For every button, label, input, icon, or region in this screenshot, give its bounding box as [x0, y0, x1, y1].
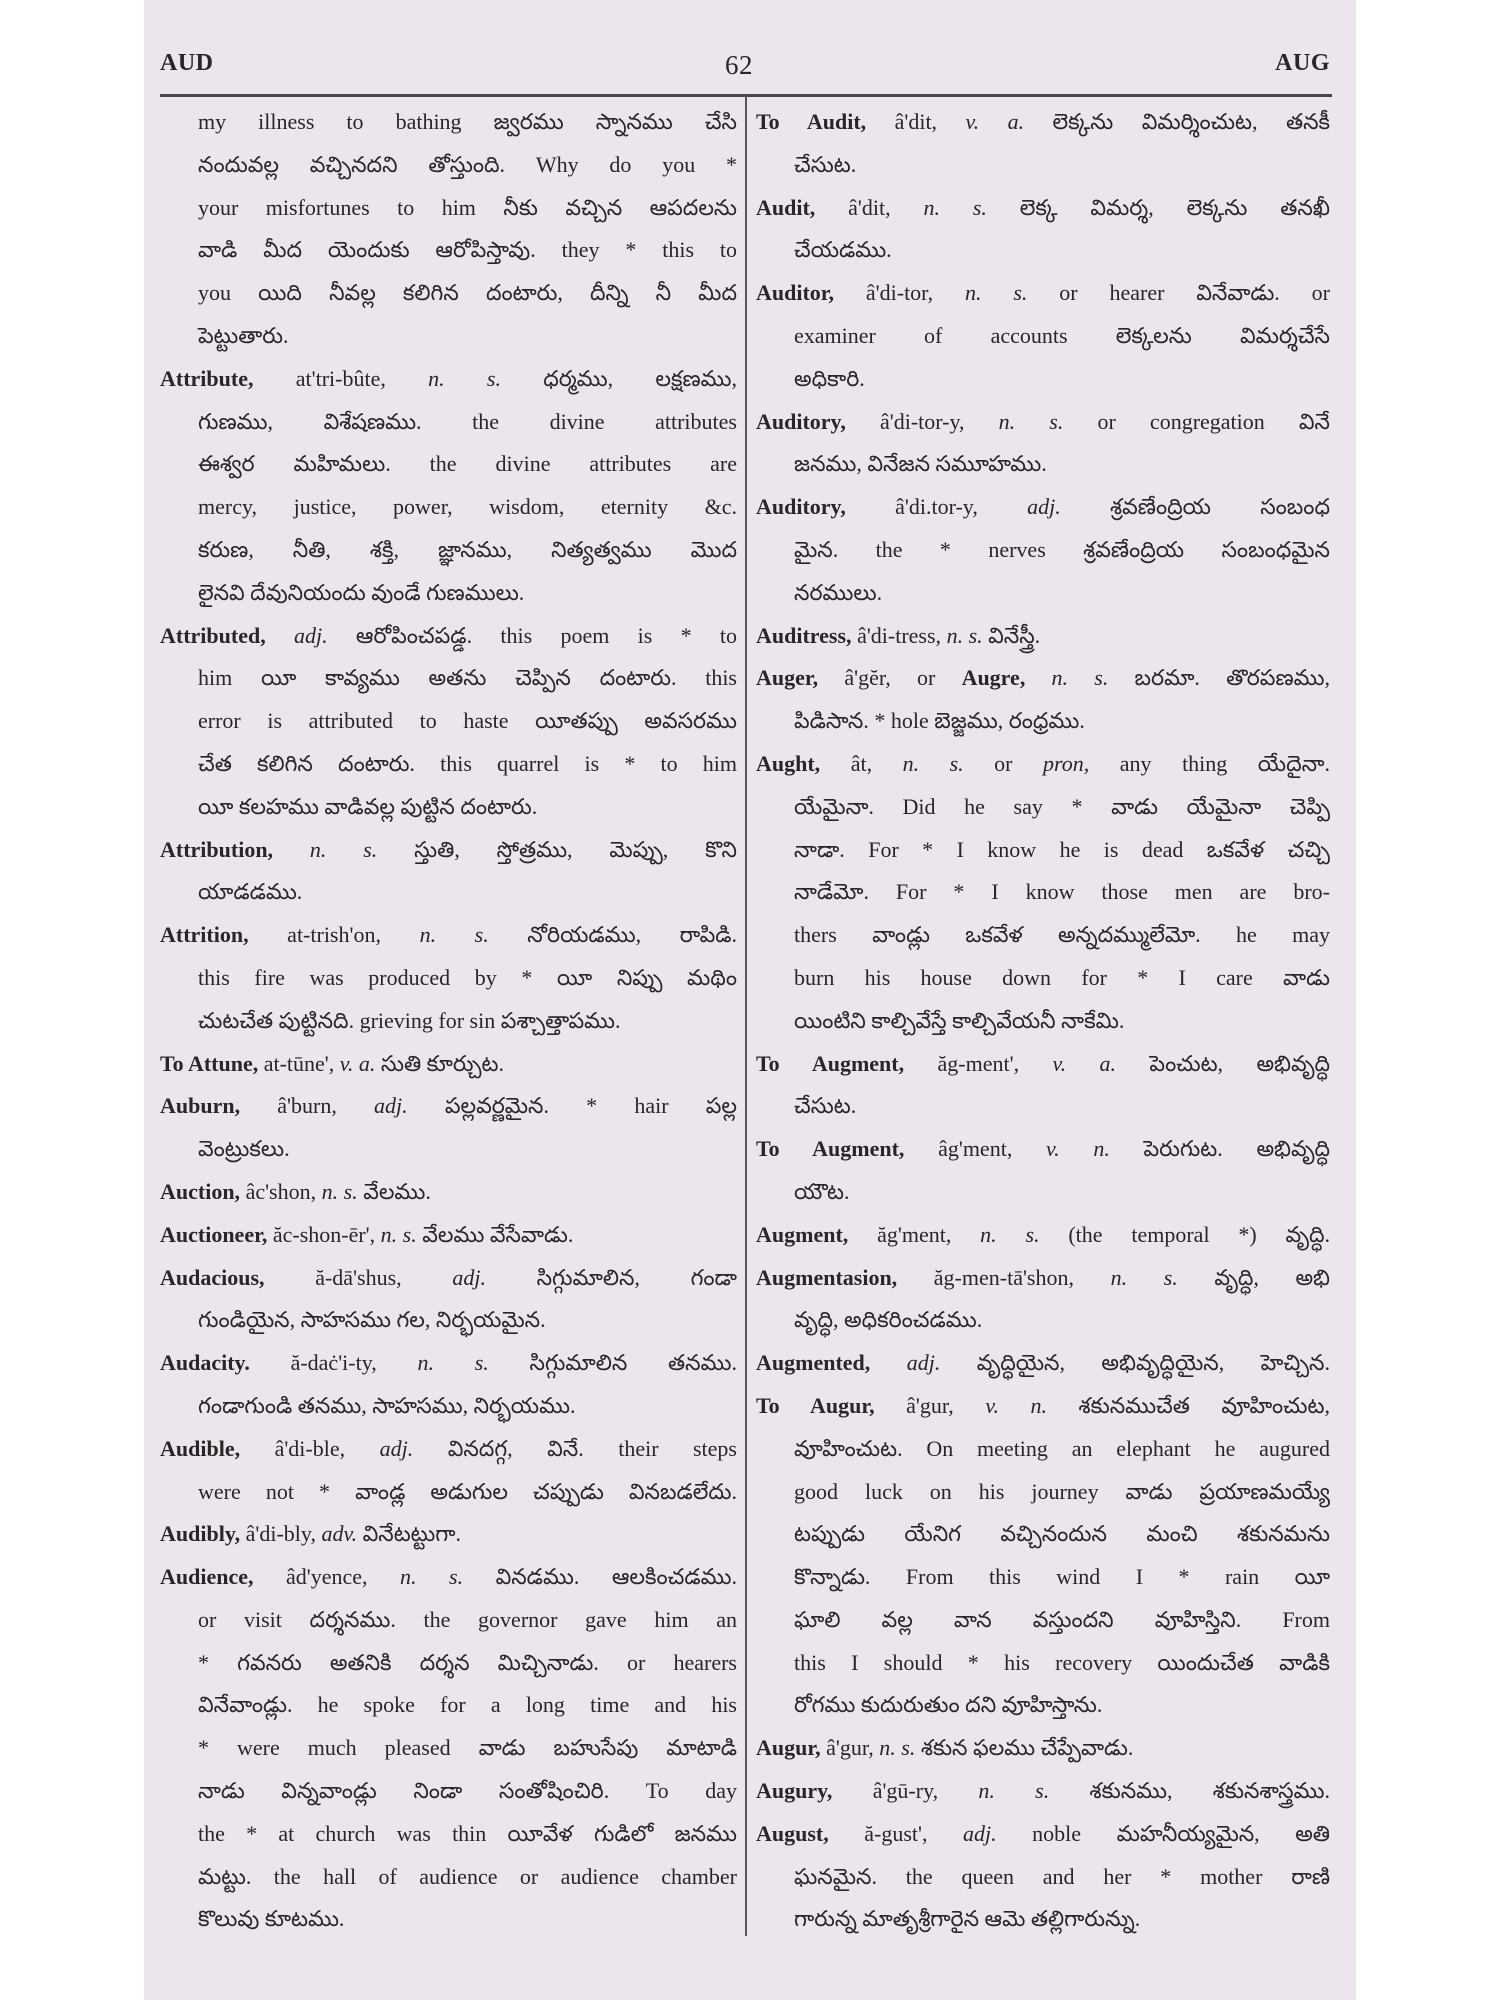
- entry-continuation-line: [756, 1513, 1330, 1556]
- definition-text: నాడు విన్నవాండ్లు నిండా సంతోషించిరి. To day: [198, 1778, 737, 1804]
- definition-text: చేయడము.: [794, 237, 892, 263]
- definition-text: ât,: [820, 750, 903, 776]
- headword: Augre,: [961, 665, 1026, 691]
- headword: Attributed,: [160, 622, 266, 648]
- definition-text: నరములు.: [794, 579, 883, 605]
- definition-text: ఆరోపించపడ్డ. this poem is * to: [327, 622, 737, 648]
- headword: Augmented,: [756, 1350, 871, 1376]
- entry-continuation-line: [160, 572, 737, 615]
- definition-text: (the temporal *) వృద్ధి.: [1039, 1221, 1330, 1247]
- entry-line: [160, 1428, 737, 1471]
- entry-continuation-line: [160, 1128, 737, 1171]
- definition-text: any thing యేదైనా.: [1089, 750, 1330, 776]
- entry-continuation-line: [756, 1556, 1330, 1599]
- right-column: [756, 101, 1330, 1941]
- part-of-speech: v. a.: [965, 109, 1025, 134]
- entry-continuation-line: [160, 315, 737, 358]
- entry-continuation-line: [160, 1642, 737, 1685]
- part-of-speech: n. s.: [998, 408, 1064, 434]
- definition-text: ఈశ్వర మహిమలు. the divine attributes are: [198, 451, 737, 477]
- headword: Auction,: [160, 1178, 241, 1204]
- definition-text: â'di-tor-y,: [845, 408, 999, 434]
- part-of-speech: n. s.: [1025, 665, 1109, 691]
- definition-text: వెంట్రుకలు.: [198, 1136, 290, 1162]
- definition-text: లెక్కను విమర్శించుట, తనకీ: [1024, 109, 1330, 134]
- entry-continuation-line: [756, 786, 1330, 829]
- definition-text: కొన్నాడు. From this wind I * rain యీ: [794, 1564, 1330, 1590]
- part-of-speech: adj.: [870, 1350, 941, 1376]
- definition-text: or hearer వినేవాడు. or: [1027, 280, 1330, 306]
- definition-text: my illness to bathing జ్వరము స్నానము చేసి: [198, 109, 737, 134]
- entry-continuation-line: [160, 1856, 737, 1899]
- definition-text: ă-daċ'i-ty,: [249, 1350, 418, 1376]
- headword: Auditory,: [756, 494, 846, 520]
- definition-text: మట్టు. the hall of audience or audience chamber: [198, 1863, 737, 1889]
- entry-continuation-line: [756, 871, 1330, 914]
- definition-text: ă-dā'shus,: [264, 1264, 453, 1290]
- definition-text: â'di-bly,: [240, 1521, 322, 1547]
- entry-continuation-line: [160, 401, 737, 444]
- part-of-speech: adv.: [321, 1521, 358, 1547]
- definition-text: చేత కలిగిన దంటారు. this quarrel is * to him: [198, 750, 737, 776]
- headword: Auger,: [756, 665, 819, 691]
- entry-continuation-line: [756, 315, 1330, 358]
- part-of-speech: n. s.: [923, 194, 987, 220]
- entry-continuation-line: [756, 1642, 1330, 1685]
- entry-continuation-line: [160, 1299, 737, 1342]
- definition-text: నాడా. For * I know he is dead ఒకవేళ చచ్చి: [794, 836, 1330, 862]
- part-of-speech: n. s.: [321, 1178, 358, 1204]
- definition-text: నందువల్ల వచ్చినదని తోస్తుంది. Why do you *: [198, 151, 737, 177]
- definition-text: ఘాలి వల్ల వాన వస్తుందని వూహిస్తిని. From: [794, 1606, 1330, 1632]
- entry-line: [756, 1214, 1330, 1257]
- part-of-speech: n. s.: [902, 750, 964, 776]
- definition-text: చేసుట.: [794, 1093, 857, 1119]
- entry-line: [756, 272, 1330, 315]
- part-of-speech: n. s.: [428, 365, 501, 391]
- headword: Augment,: [756, 1221, 849, 1247]
- headword: Audibly,: [160, 1521, 241, 1547]
- entry-continuation-line: [756, 572, 1330, 615]
- definition-text: నాడేమో. For * I know those men are bro-: [794, 879, 1330, 905]
- entry-line: [160, 1085, 737, 1128]
- entry-line: [160, 829, 737, 872]
- definition-text: â'gur,: [820, 1735, 880, 1761]
- entry-continuation-line: [160, 229, 737, 272]
- definition-text: â'di-tor,: [834, 280, 965, 306]
- headword: Attribution,: [160, 836, 274, 862]
- part-of-speech: adj.: [963, 1820, 997, 1846]
- left-column: [160, 101, 737, 1941]
- entry-line: [160, 615, 737, 658]
- entry-continuation-line: [160, 486, 737, 529]
- headword: Auditress,: [756, 622, 852, 648]
- part-of-speech: v. n.: [985, 1392, 1047, 1418]
- entry-line: [756, 615, 1330, 658]
- entry-continuation-line: [756, 957, 1330, 1000]
- entry-continuation-line: [160, 187, 737, 230]
- definition-text: â'gĕr, or: [818, 665, 962, 691]
- definition-text: శకున ఫలము చేప్పేవాడు.: [915, 1735, 1134, 1761]
- definition-text: â'di-ble,: [240, 1435, 380, 1461]
- definition-text: âg'ment,: [904, 1136, 1047, 1162]
- entry-line: [756, 1813, 1330, 1856]
- entry-continuation-line: [160, 657, 737, 700]
- entry-continuation-line: [160, 272, 737, 315]
- definition-text: వృద్ధియైన, అభివృద్ధియైన, హెచ్చిన.: [940, 1350, 1330, 1376]
- definition-text: ధర్మము, లక్షణము,: [500, 365, 737, 391]
- headword: Attrition,: [160, 922, 249, 948]
- entry-line: [160, 1214, 737, 1257]
- definition-text: your misfortunes to him నీకు వచ్చిన ఆపదలను: [198, 194, 737, 220]
- headword: Auctioneer,: [160, 1221, 268, 1247]
- definition-text: thers వాండ్లు ఒకవేళ అన్నదమ్ములేమో. he may: [794, 922, 1330, 948]
- headword: To Augment,: [756, 1050, 905, 1076]
- entry-continuation-line: [160, 1471, 737, 1514]
- definition-text: â'gū-ry,: [832, 1778, 979, 1804]
- definition-text: వేలము.: [357, 1178, 431, 1204]
- part-of-speech: v. a.: [339, 1050, 376, 1076]
- entry-continuation-line: [160, 743, 737, 786]
- definition-text: లెక్క విమర్శ, లెక్కను తనఖీ: [986, 194, 1330, 220]
- headword: To Audit,: [756, 109, 867, 134]
- entry-line: [756, 401, 1330, 444]
- entry-line: [756, 486, 1330, 529]
- definition-text: error is attributed to haste యీతప్పు అవసరము: [198, 708, 737, 734]
- definition-text: noble మహనీయ్యమైన, అతి: [996, 1820, 1330, 1846]
- definition-text: or congregation వినే: [1063, 408, 1330, 434]
- definition-text: పిడిసాన. * hole బెజ్జము, రంధ్రము.: [794, 708, 1085, 734]
- definition-text: యీ కలహము వాడివల్ల పుట్టిన దంటారు.: [198, 793, 538, 819]
- definition-text: మైన. the * nerves శ్రవణేంద్రియ సంబంధమైన: [794, 536, 1330, 562]
- definition-text: టప్పుడు యేనిగ వచ్చినందున మంచి శకునమను: [794, 1521, 1330, 1547]
- definition-text: సిగ్గుమాలిన తనము.: [488, 1350, 737, 1376]
- definition-text: వినదగ్గ, వినే. their steps: [413, 1435, 737, 1461]
- entry-continuation-line: [756, 1000, 1330, 1043]
- entry-continuation-line: [160, 529, 737, 572]
- definition-text: జనము, వినేజన సమూహము.: [794, 451, 1047, 477]
- definition-text: చేసుట.: [794, 151, 857, 177]
- definition-text: గారున్న మాతృశ్రీగారైన ఆమె తల్లిగారున్ను.: [794, 1906, 1141, 1932]
- definition-text: వృద్ధి, అభి: [1177, 1264, 1330, 1290]
- definition-text: గుణము, విశేషణము. the divine attributes: [198, 408, 737, 434]
- definition-text: the * at church was thin యీవేళ గుడిలో జనము: [198, 1820, 737, 1846]
- part-of-speech: pron,: [1043, 750, 1090, 776]
- entry-continuation-line: [756, 529, 1330, 572]
- definition-text: this fire was produced by * యీ నిప్పు మథిం: [198, 964, 737, 990]
- part-of-speech: n. s.: [879, 1735, 916, 1761]
- entry-line: [756, 743, 1330, 786]
- definition-text: â'di.tor-y,: [845, 494, 1028, 520]
- running-head-left: AUD: [160, 50, 214, 76]
- entry-line: [160, 1257, 737, 1300]
- definition-text: పెరుగుట. అభివృద్ధి: [1109, 1136, 1330, 1162]
- entry-continuation-line: [756, 1856, 1330, 1899]
- entry-continuation-line: [756, 829, 1330, 872]
- definition-text: బరమా. తొరపణము,: [1108, 665, 1330, 691]
- entry-continuation-line: [756, 1471, 1330, 1514]
- definition-text: పల్లవర్ణమైన. * hair పల్ల: [407, 1093, 737, 1119]
- part-of-speech: n. s.: [273, 836, 378, 862]
- definition-text: పెట్టుతారు.: [198, 322, 289, 348]
- definition-text: శకునముచేత వూహించుట,: [1047, 1392, 1330, 1418]
- definition-text: శ్రవణేంద్రియ సంబంధ: [1060, 494, 1330, 520]
- part-of-speech: n. s.: [946, 622, 983, 648]
- headword: Audit,: [756, 194, 816, 220]
- entry-line: [756, 187, 1330, 230]
- entry-line: [160, 1043, 737, 1086]
- definition-text: వినేవాండ్లు. he spoke for a long time and his: [198, 1692, 737, 1718]
- definition-text: యౌట.: [794, 1178, 850, 1204]
- definition-text: ăg'ment,: [848, 1221, 981, 1247]
- part-of-speech: v. a.: [1052, 1050, 1117, 1076]
- definition-text: శకునము, శకునశాస్త్రము.: [1049, 1778, 1330, 1804]
- entry-continuation-line: [756, 1684, 1330, 1727]
- entry-continuation-line: [160, 957, 737, 1000]
- entry-continuation-line: [756, 443, 1330, 486]
- entry-continuation-line: [160, 1599, 737, 1642]
- headword: Audacious,: [160, 1264, 265, 1290]
- headword: To Attune,: [160, 1050, 259, 1076]
- entry-continuation-line: [756, 1299, 1330, 1342]
- part-of-speech: v. n.: [1046, 1136, 1110, 1162]
- entry-continuation-line: [160, 1770, 737, 1813]
- entry-continuation-line: [160, 443, 737, 486]
- entry-line: [756, 1257, 1330, 1300]
- column-divider: [745, 96, 747, 1936]
- entry-continuation-line: [160, 1000, 737, 1043]
- headword: Auditory,: [756, 408, 846, 434]
- definition-text: ăg-men-tā'shon,: [897, 1264, 1111, 1290]
- definition-text: this I should * his recovery యిందుచేత వాడికి: [794, 1649, 1330, 1675]
- entry-continuation-line: [756, 144, 1330, 187]
- definition-text: ă-gust',: [828, 1820, 964, 1846]
- part-of-speech: adj.: [265, 622, 328, 648]
- entry-continuation-line: [756, 1085, 1330, 1128]
- definition-text: నోరియడము, రాపిడి.: [488, 922, 737, 948]
- headword: Augur,: [756, 1735, 821, 1761]
- entry-continuation-line: [756, 358, 1330, 401]
- definition-text: âc'shon,: [240, 1178, 322, 1204]
- running-head-right: AUG: [1275, 50, 1330, 76]
- part-of-speech: n. s.: [380, 1221, 417, 1247]
- entry-continuation-line: [160, 101, 737, 144]
- definition-text: పెంచుట, అభివృద్ధి: [1116, 1050, 1330, 1076]
- entry-continuation-line: [756, 1898, 1330, 1941]
- part-of-speech: n. s.: [980, 1221, 1040, 1247]
- definition-text: గుండియైన, సాహసము గల, నిర్భయమైన.: [198, 1307, 546, 1333]
- definition-text: ăc-shon-ēr',: [267, 1221, 381, 1247]
- definition-text: you యిది నీవల్ల కలిగిన దంటారు, దీన్ని నీ మీద: [198, 280, 737, 306]
- entry-line: [756, 101, 1330, 144]
- definition-text: were not * వాండ్ల అడుగుల చప్పుడు వినబడలేదు.: [198, 1478, 737, 1504]
- entry-continuation-line: [160, 871, 737, 914]
- headword: Aught,: [756, 750, 821, 776]
- entry-continuation-line: [160, 1727, 737, 1770]
- part-of-speech: n. s.: [417, 1350, 489, 1376]
- entry-continuation-line: [160, 1684, 737, 1727]
- part-of-speech: adj.: [374, 1093, 408, 1119]
- definition-text: చుటచేత పుట్టినది. grieving for sin పశ్చాత్తాపము.: [198, 1007, 621, 1033]
- definition-text: at'tri-bûte,: [253, 365, 429, 391]
- definition-text: వాడి మీద యెందుకు ఆరోపిస్తావు. they * this to: [198, 237, 737, 263]
- entry-line: [160, 358, 737, 401]
- definition-text: * గవనరు అతనికి దర్శన మిచ్చినాడు. or hearers: [198, 1649, 737, 1675]
- entry-line: [756, 1043, 1330, 1086]
- headword: Augury,: [756, 1778, 833, 1804]
- entry-line: [160, 1513, 737, 1556]
- entry-continuation-line: [160, 1898, 737, 1941]
- part-of-speech: n. s.: [1110, 1264, 1178, 1290]
- definition-text: examiner of accounts లెక్కలను విమర్శచేసే: [794, 322, 1330, 348]
- definition-text: లైనవి దేవునియందు వుండే గుణములు.: [198, 579, 525, 605]
- definition-text: ఘనమైన. the queen and her * mother రాణి: [794, 1863, 1330, 1889]
- part-of-speech: n. s.: [400, 1564, 464, 1590]
- definition-text: అధికారి.: [794, 365, 865, 391]
- definition-text: or: [963, 750, 1044, 776]
- part-of-speech: adj.: [1027, 494, 1061, 520]
- entry-continuation-line: [756, 914, 1330, 957]
- definition-text: ăg-ment',: [904, 1050, 1053, 1076]
- entry-line: [756, 1727, 1330, 1770]
- definition-text: స్తుతి, స్తోత్రము, మెప్పు, కొని: [377, 836, 737, 862]
- definition-text: at-tūne',: [258, 1050, 340, 1076]
- entry-line: [756, 1342, 1330, 1385]
- definition-text: యేమైనా. Did he say * వాడు యేమైనా చెప్పి: [794, 793, 1330, 819]
- part-of-speech: adj.: [452, 1264, 486, 1290]
- entry-line: [756, 1770, 1330, 1813]
- definition-text: వినేస్త్రీ.: [982, 622, 1041, 648]
- entry-continuation-line: [160, 144, 737, 187]
- entry-line: [756, 1385, 1330, 1428]
- definition-text: యాడడము.: [198, 879, 303, 905]
- part-of-speech: n. s.: [978, 1778, 1050, 1804]
- definition-text: â'di-tress,: [851, 622, 947, 648]
- definition-text: * were much pleased వాడు బహుసేపు మాటాడి: [198, 1735, 737, 1761]
- definition-text: కరుణ, నీతి, శక్తి, జ్ఞానము, నిత్యత్వము మొద: [198, 536, 737, 562]
- definition-text: â'dit,: [815, 194, 924, 220]
- definition-text: good luck on his journey వాడు ప్రయాణమయ్యే: [794, 1478, 1330, 1504]
- definition-text: or visit దర్శనము. the governor gave him an: [198, 1606, 737, 1632]
- definition-text: వూహించుట. On meeting an elephant he augured: [794, 1435, 1330, 1461]
- headword: August,: [756, 1820, 829, 1846]
- entry-continuation-line: [160, 786, 737, 829]
- headword: Auditor,: [756, 280, 835, 306]
- entry-line: [160, 1342, 737, 1385]
- entry-continuation-line: [160, 700, 737, 743]
- definition-text: at-trish'on,: [248, 922, 420, 948]
- headword: Attribute,: [160, 365, 254, 391]
- definition-text: him యీ కావ్యము అతను చెప్పిన దంటారు. this: [198, 665, 737, 691]
- entry-line: [756, 1128, 1330, 1171]
- part-of-speech: adj.: [379, 1435, 414, 1461]
- definition-text: â'gur,: [874, 1392, 986, 1418]
- definition-text: వినేటట్టుగా.: [357, 1521, 462, 1547]
- headword: Audible,: [160, 1435, 241, 1461]
- headword: Audience,: [160, 1564, 254, 1590]
- definition-text: వినడము. ఆలకించడము.: [463, 1564, 737, 1590]
- entry-line: [160, 1556, 737, 1599]
- headword: Augmentasion,: [756, 1264, 898, 1290]
- entry-continuation-line: [756, 229, 1330, 272]
- definition-text: గండాగుండి తనము, సాహసము, నిర్భయము.: [198, 1392, 576, 1418]
- entry-continuation-line: [160, 1385, 737, 1428]
- entry-continuation-line: [756, 1428, 1330, 1471]
- definition-text: సుతి కూర్చుట.: [375, 1050, 504, 1076]
- entry-continuation-line: [160, 1813, 737, 1856]
- part-of-speech: n. s.: [419, 922, 489, 948]
- entry-continuation-line: [756, 1171, 1330, 1214]
- definition-text: సిగ్గుమాలిన, గండా: [485, 1264, 737, 1290]
- entry-line: [160, 1171, 737, 1214]
- definition-text: âd'yence,: [253, 1564, 401, 1590]
- definition-text: వేలము వేసేవాడు.: [416, 1221, 574, 1247]
- definition-text: burn his house down for * I care వాడు: [794, 964, 1330, 990]
- part-of-speech: n. s.: [965, 280, 1028, 306]
- headword: Audacity.: [160, 1350, 250, 1376]
- entry-line: [160, 914, 737, 957]
- entry-continuation-line: [756, 700, 1330, 743]
- definition-text: â'dit,: [866, 109, 966, 134]
- definition-text: రోగము కుదురుతుం దని వూహిస్తాను.: [794, 1692, 1103, 1718]
- definition-text: యింటిని కాల్చివేస్తే కాల్చివేయనీ నాకేమి.: [794, 1007, 1125, 1033]
- headword: Auburn,: [160, 1093, 241, 1119]
- definition-text: â'burn,: [240, 1093, 375, 1119]
- definition-text: కొలువు కూటము.: [198, 1906, 345, 1932]
- definition-text: వృద్ధి, అధికరించడము.: [794, 1307, 983, 1333]
- headword: To Augment,: [756, 1136, 905, 1162]
- headword: To Augur,: [756, 1392, 875, 1418]
- entry-line: [756, 657, 1330, 700]
- entry-continuation-line: [756, 1599, 1330, 1642]
- page-number: 62: [725, 50, 753, 80]
- definition-text: mercy, justice, power, wisdom, eternity &c.: [198, 494, 737, 520]
